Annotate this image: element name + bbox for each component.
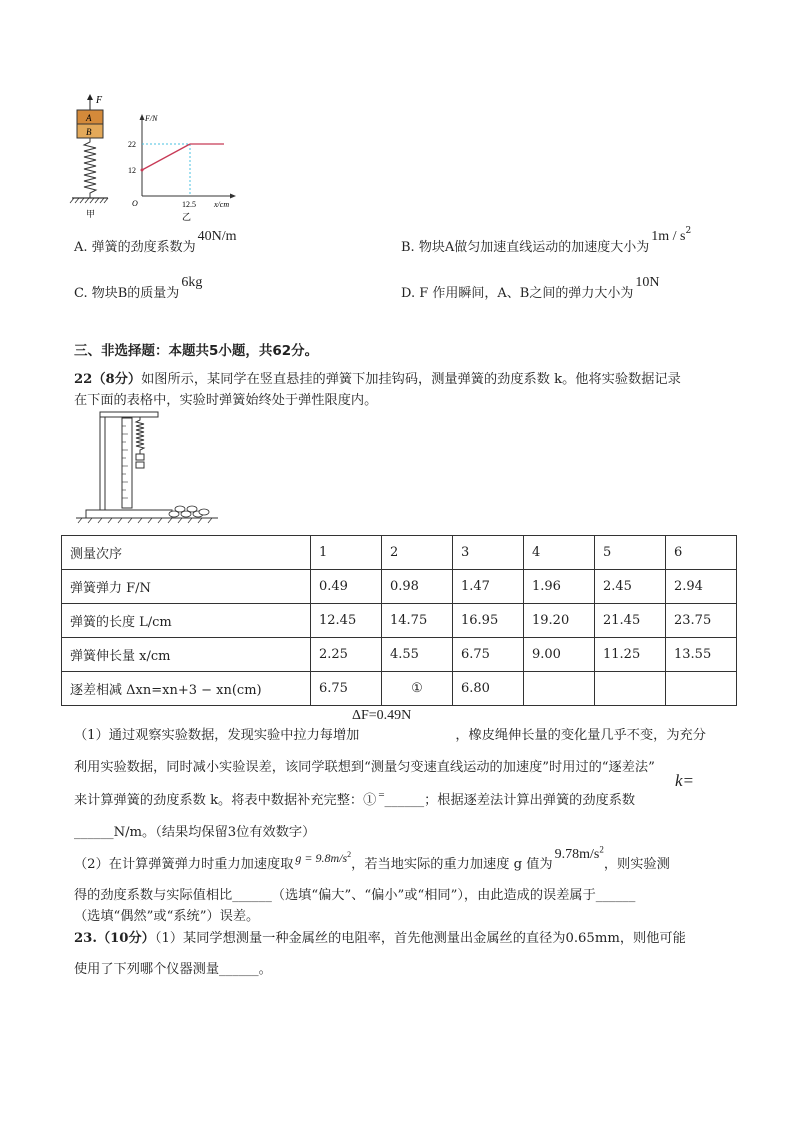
option-d-value: 10N <box>635 275 660 290</box>
table-row <box>62 638 737 672</box>
table-cell: 11.25 <box>595 638 666 672</box>
table-header-cell: 测量次序 <box>62 536 311 570</box>
row-label-extension: 弹簧伸长量 x/cm <box>62 638 311 672</box>
option-b-value: 1m / s <box>651 229 686 244</box>
q22-part2-line1 <box>74 844 670 873</box>
origin-label: O <box>132 199 138 208</box>
table-cell: 6.75 <box>311 672 382 706</box>
table-cell: 23.75 <box>666 604 737 638</box>
force-label: F <box>96 95 103 106</box>
table-cell: 6.80 <box>453 672 524 706</box>
option-b: B. 物块A做匀加速直线运动的加速度大小为$1m / s^2$ <box>401 226 692 255</box>
table-cell: 19.20 <box>524 604 595 638</box>
g-value-actual: $9.78m/s^2$ <box>554 844 604 862</box>
table-row <box>62 672 737 706</box>
q22-part1-text-b: ，橡皮绳伸长量的变化量几乎不变，为充分 <box>455 728 706 743</box>
q22-part1-line4: ______N/m。（结果均保留3位有效数字） <box>74 825 316 840</box>
y-tick-12: 12 <box>128 166 136 175</box>
table-cell: 2.25 <box>311 638 382 672</box>
q22-intro-1 <box>74 368 681 387</box>
block-b-label: B <box>86 127 92 137</box>
section-title: 三、非选择题：本题共5小题，共62分。 <box>74 343 319 359</box>
row-label-difference: 逐差相减 Δxn=xn+3 − xn(cm) <box>62 672 311 706</box>
spring-stand-figure <box>72 406 222 528</box>
option-b-text: B. 物块A做匀加速直线运动的加速度大小为 <box>401 240 650 255</box>
block-a-label: A <box>86 113 92 123</box>
figure-caption-jia: 甲 <box>86 210 96 220</box>
q22-intro-text-1: 如图所示，某同学在竖直悬挂的弹簧下加挂钩码，测量弹簧的劲度系数 k。他将实验数据记录 <box>141 372 681 387</box>
table-header-cell: 4 <box>524 536 595 570</box>
y-axis-label: F/N <box>145 114 158 123</box>
option-c-value: 6kg <box>181 275 203 290</box>
option-d-text: D. F 作用瞬间，A、B之间的弹力大小为 <box>401 286 634 301</box>
table-cell: 14.75 <box>382 604 453 638</box>
option-a <box>74 229 237 256</box>
g-value-used: $g = 9.8m/s^2$ <box>295 850 352 865</box>
option-c-text: C. 物块B的质量为 <box>74 286 180 301</box>
table-cell-blank-1: ① <box>382 672 453 706</box>
table-cell: 21.45 <box>595 604 666 638</box>
q22-intro-2: 在下面的表格中，实验时弹簧始终处于弹性限度内。 <box>74 393 378 408</box>
table-cell: 16.95 <box>453 604 524 638</box>
table-cell: 2.45 <box>595 570 666 604</box>
q23-line2: 使用了下列哪个仪器测量______。 <box>74 962 272 977</box>
force-displacement-graph <box>126 104 246 224</box>
table-cell: 13.55 <box>666 638 737 672</box>
table-header-cell: 5 <box>595 536 666 570</box>
table-cell: 0.49 <box>311 570 382 604</box>
q22-part1-line2: 利用实验数据，同时减小实验误差，该同学联想到“测量匀变速直线运动的加速度”时用过的“逐差法” <box>74 760 655 775</box>
table-cell: 2.94 <box>666 570 737 604</box>
x-tick-12-5: 12.5 <box>182 200 196 209</box>
table-header-row <box>62 536 737 570</box>
table-header-cell: 3 <box>453 536 524 570</box>
k-formula: k= <box>675 771 695 790</box>
delta-f-formula: ΔF=0.49N <box>352 708 412 723</box>
q23-line1 <box>74 927 686 946</box>
table-cell: 1.96 <box>524 570 595 604</box>
q22-part2-line3: （选填“偶然”或“系统”）误差。 <box>74 909 260 924</box>
option-a-text: A. 弹簧的劲度系数为 <box>74 240 196 255</box>
row-label-length: 弹簧的长度 L/cm <box>62 604 311 638</box>
figure-caption-yi: 乙 <box>182 213 192 223</box>
option-d <box>401 275 660 302</box>
table-row <box>62 570 737 604</box>
measurement-table <box>61 535 737 706</box>
q22-part1-line1 <box>74 724 706 743</box>
spring-block-figure <box>66 92 126 222</box>
q23-number: 23.（10分） <box>74 931 155 946</box>
table-header-cell: 6 <box>666 536 737 570</box>
q22-part1-text-a: （1）通过观察实验数据，发现实验中拉力每增加 <box>74 728 360 743</box>
table-cell: 6.75 <box>453 638 524 672</box>
table-cell <box>666 672 737 706</box>
table-cell: 1.47 <box>453 570 524 604</box>
row-label-force: 弹簧弹力 F/N <box>62 570 311 604</box>
q22-part2-text-a: （2）在计算弹簧弹力时重力加速度取 <box>74 857 294 872</box>
q23-text-1: （1）某同学想测量一种金属丝的电阻率，首先他测量出金属丝的直径为0.65mm，则他可能 <box>154 931 686 946</box>
y-tick-22: 22 <box>128 140 136 149</box>
table-row <box>62 604 737 638</box>
q22-part2-text-b: ，若当地实际的重力加速度 g 值为 <box>351 857 553 872</box>
table-cell: 12.45 <box>311 604 382 638</box>
equals-sign: = <box>378 789 385 801</box>
table-cell <box>595 672 666 706</box>
table-header-cell: 1 <box>311 536 382 570</box>
table-cell: 0.98 <box>382 570 453 604</box>
option-c <box>74 275 203 302</box>
q22-part1-text-d: ______；根据逐差法计算出弹簧的劲度系数 <box>384 793 636 808</box>
q22-part1-line3 <box>74 789 635 808</box>
q22-part1-text-c: 来计算弹簧的劲度系数 k。将表中数据补充完整：① <box>74 793 377 808</box>
table-cell: 9.00 <box>524 638 595 672</box>
x-axis-label: x/cm <box>214 200 230 209</box>
table-header-cell: 2 <box>382 536 453 570</box>
option-a-value: 40N/m <box>197 229 237 244</box>
q22-part2-text-c: ，则实验测 <box>603 857 670 872</box>
table-cell: 4.55 <box>382 638 453 672</box>
q22-part2-line2: 得的劲度系数与实际值相比______（选填“偏大”、“偏小”或“相同”），由此造成的误差属于______ <box>74 888 636 903</box>
table-cell <box>524 672 595 706</box>
q22-number: 22（8分） <box>74 372 142 387</box>
